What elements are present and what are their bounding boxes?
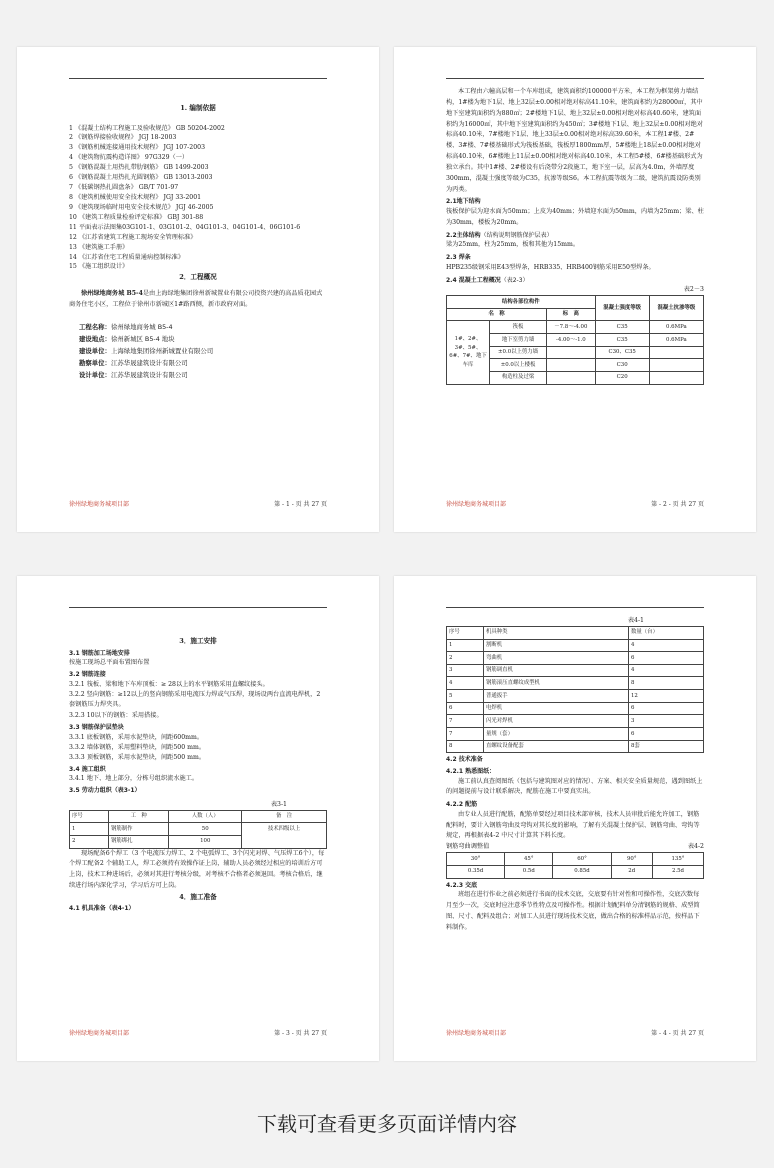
table-header: 备 注 — [242, 810, 327, 823]
table-cell: 1 — [70, 823, 109, 836]
body-text: 3.3.2 墙体钢筋，采用塑料垫块，间距500 mm。 — [69, 743, 206, 751]
table-header: 标 高 — [547, 308, 595, 321]
header-rule — [69, 607, 327, 608]
section-heading: 2．工程概况 — [179, 273, 217, 282]
section-heading: 2.2主体结构（结构说明钢筋保护层表） — [446, 231, 553, 239]
body-text: 3.3.1 底板钢筋，采用水泥垫块，间距600mm。 — [69, 733, 204, 741]
section-heading: 3.1 钢筋加工场地安排 — [69, 649, 130, 657]
table-row: 0.35d 0.5d 0.85d 2d 2.5d — [447, 865, 704, 878]
bend-table — [446, 852, 704, 878]
table-row — [447, 321, 704, 334]
table-header: 机具种类 — [484, 626, 629, 639]
body-text: HPB235级钢采用E43型焊条，HRB335、HRB400钢筋采用E50型焊条。 — [446, 263, 655, 271]
document-page-1 — [17, 47, 379, 532]
section-heading: 3.2 钢筋连接 — [69, 671, 106, 679]
table-cell: 地下室剪力墙 — [490, 334, 547, 347]
table-header: 名 称 — [447, 308, 547, 321]
table-cell: 2 — [70, 835, 109, 848]
table-cell: 0.6MPa — [649, 321, 703, 334]
section-heading: 4．施工准备 — [179, 892, 217, 901]
table-header: 工 种 — [109, 810, 169, 823]
info-row: 建设地点：徐州新城区 B5-4 地块 — [79, 334, 175, 343]
body-text: 施工前认真查阅图纸（包括与建筑图对应的情况）、方案、相关安全质量规范，遇到图纸上的问题提前与设计联系解决，配筋在施工中要真实出。 — [446, 777, 703, 796]
table-row: 8 直螺纹设备配套 8套 — [447, 740, 704, 753]
footer-project: 徐州绿地商务城项目部 — [69, 501, 130, 508]
body-text: 梁为25mm，柱为25mm，板和其他为15mm。 — [446, 241, 580, 249]
table-label: 表2－3 — [683, 286, 704, 294]
header-rule — [446, 78, 704, 79]
table-cell: 筏板 — [490, 321, 547, 334]
concrete-table — [446, 295, 704, 384]
table-cell: C35 — [595, 321, 649, 334]
page-number: 第 - 4 - 页 共 27 页 — [651, 1030, 704, 1037]
section-heading: 4.2 技术准备 — [446, 756, 483, 764]
project-info — [69, 321, 327, 382]
table-cell — [547, 371, 595, 384]
reference-item: 9 《建筑现场临时用电安全技术规范》 JGJ 46-2005 — [69, 203, 214, 211]
reference-item: 7 《低碳钢热扎圆盘条》 GB/T 701-97 — [69, 184, 179, 192]
header-rule — [446, 607, 704, 608]
table-cell: 50 — [169, 823, 242, 836]
document-page-3 — [17, 576, 379, 1061]
section-heading: 3.5 劳动力组织（表3-1） — [69, 787, 141, 795]
bend-table-title: 钢筋弯曲调整值 — [446, 843, 490, 851]
body-text: 3.4.1 地下、地上部分，分栋号组织流水施工。 — [69, 775, 199, 783]
section-heading: 4.2.3 交底 — [446, 881, 478, 889]
reference-item: 14 《江苏省住宅工程质量通病控制标准》 — [69, 253, 185, 261]
page-footer — [69, 499, 327, 508]
table-row: 7 量规（套） 6 — [447, 728, 704, 741]
body-text: 按施工现场总平面布置图布置 — [69, 659, 150, 667]
section-heading: 2.3 焊条 — [446, 254, 471, 262]
section-heading: 1. 编制依据 — [180, 104, 216, 112]
labor-table — [69, 810, 327, 849]
section-note: （表2-3） — [500, 276, 529, 284]
table-cell: 技术四级以上 — [242, 823, 327, 848]
body-text: 3.2.1 筏板、梁和地下车库顶板：≥ 28以上的水平钢筋采用直螺纹接头。 — [69, 680, 269, 688]
table-header-row — [447, 626, 704, 639]
page-4-content — [446, 616, 704, 934]
reference-item: 4 《建筑物抗震构造详图》 97G329（一） — [69, 154, 189, 162]
reference-item: 6 《钢筋混凝土用热扎光圆钢筋》 GB 13013-2003 — [69, 174, 213, 182]
download-caption: 下载可查看更多页面详情内容 — [257, 1112, 517, 1136]
table-cell — [649, 371, 703, 384]
reference-list — [69, 124, 327, 273]
page-number: 第 - 3 - 页 共 27 页 — [274, 1030, 327, 1037]
table-cell: 构造柱及过梁 — [490, 371, 547, 384]
info-row: 勘察单位：江苏华晟建筑设计有限公司 — [79, 359, 188, 368]
page-number: 第 - 1 - 页 共 27 页 — [274, 501, 327, 508]
section-heading: 2.4 混凝土工程概况（表2-3） — [446, 276, 529, 284]
body-text: 3.2.3 10以下的钢筋：采用搭接。 — [69, 712, 163, 720]
page-number: 第 - 2 - 页 共 27 页 — [651, 501, 704, 508]
info-row: 工程名称：徐州绿地商务城 B5-4 — [79, 322, 173, 331]
page-1-content — [69, 103, 327, 381]
table-header: 序号 — [447, 626, 484, 639]
table-cell: 1#、2#、3#、5#、6#、7#、地下车库 — [447, 321, 490, 384]
info-row: 建设单位：上海绿地集团徐州新城置业有限公司 — [79, 346, 214, 355]
equipment-table — [446, 626, 704, 753]
bend-table-caption — [446, 842, 704, 852]
body-text: 3.3.3 顶板钢筋，采用水泥垫块，间距500 mm。 — [69, 753, 206, 761]
table-cell: 钢筋制作 — [109, 823, 169, 836]
table-row: 30° 45° 60° 90° 135° — [447, 853, 704, 866]
table-cell: ±0.0以上剪力墙 — [490, 346, 547, 359]
body-text: 由专业人员进行配筋，配筋单要经过项目技术部审核，技术人员审批后能允许加工，钢筋配料时，要计入钢筋弯曲及弯钩对其长度的影响，了解有关混凝土保护层、钢筋弯曲、弯钩等规定，再根据表4-2 中尺寸计算其下料长度。 — [446, 810, 700, 840]
table-cell: 0.6MPa — [649, 334, 703, 347]
overview-paragraph: 本工程由六幢高层和一个车库组成，建筑面积约100000平方米，本工程为框架剪力墙结构，1#楼为地下1层、地上32层±0.00相对绝对标高41.10米，建筑面积约为28000㎡，其中地下室建筑面积约为880㎡；2#楼地下1层、地上32层±0.00相对绝对标高40.60米，建筑面积约为16000㎡，其中地下室建筑面积约为450㎡；3#楼地下1层、地上32层±0.00相对绝对标高40.10米，7#楼地下1层、地上33层±0.00相对绝对标高39.60米，本工程1#楼、2#楼、3#楼、7#楼基础形式为筏板基础，筏板厚1800mm厚，5#楼地上18层±0.00相对绝对标高40.10米，6#楼地上11层±0.00相对绝对标高40.10米，本工程5#楼、6#楼基础形式为独立承台。其中1#楼、2#楼设有后浇带分2段施工，地下室一层，层高为4.0m，外墙厚度300mm，混凝土强度等级为C35，抗渗等级S6。本工程抗震等级为二级，建筑抗震设防类别为丙类。 — [446, 88, 704, 193]
reference-item: 1 《混凝土结构工程施工及验收规范》 GB 50204-2002 — [69, 124, 225, 132]
table-cell: C20 — [595, 371, 649, 384]
table-header: 数量（台） — [629, 626, 704, 639]
table-row — [70, 823, 327, 836]
table-cell: -4.00～-1.0 — [547, 334, 595, 347]
reference-item: 13 《建筑施工手册》 — [69, 243, 129, 251]
section-heading: 4.2.2 配筋 — [446, 801, 478, 809]
section-heading: 3.4 施工组织 — [69, 765, 106, 773]
table-cell — [547, 359, 595, 372]
page-2-content — [446, 87, 704, 385]
page-footer — [446, 499, 704, 508]
table-header: 混凝土抗渗等级 — [649, 296, 703, 321]
table-cell: ±0.0以上楼板 — [490, 359, 547, 372]
header-rule — [69, 78, 327, 79]
page-footer — [446, 1028, 704, 1037]
table-row: 6 电焊机 6 — [447, 702, 704, 715]
page-3-content — [69, 636, 327, 914]
table-label: 表4-2 — [687, 843, 704, 851]
table-label: 表4-1 — [627, 617, 644, 624]
page-footer — [69, 1028, 327, 1037]
table-cell: C35 — [595, 334, 649, 347]
reference-item: 10 《建筑工程质量检验评定标准》 GBJ 301-88 — [69, 213, 204, 221]
table-cell: 钢筋绑扎 — [109, 835, 169, 848]
body-text: 班组在进行作业之前必须进行书面的技术交底，交底要有针对性和可操作性，交底次数每月至少一次，交底时应注意季节性特点及可操作性。根据计划配料单分清钢筋的规格、成型简图、尺寸、配料及组合；对加工人员进行现场技术交底，做出合格的标准样品示范，按样品下料制作。 — [446, 891, 700, 931]
table-row: 2 弯曲机 6 — [447, 652, 704, 665]
info-row: 设计单位：江苏华晟建筑设计有限公司 — [79, 371, 188, 380]
section-note: （结构说明钢筋保护层表） — [480, 231, 553, 239]
reference-item: 8 《建筑机械使用安全技术规程》 JGJ 33-2001 — [69, 194, 202, 201]
section-heading: 4.1 机具准备（表4-1） — [69, 905, 135, 913]
document-page-4 — [394, 576, 756, 1061]
table-cell: C30 — [595, 359, 649, 372]
project-intro — [69, 289, 327, 311]
reference-item: 5 《钢筋混凝土用热扎带肋钢筋》 GB 1499-2003 — [69, 164, 209, 172]
table-row: 7 闪光对焊机 3 — [447, 715, 704, 728]
section-heading: 3．施工安排 — [179, 637, 217, 645]
table-cell — [547, 346, 595, 359]
table-header: 结构各部位构件 — [447, 296, 596, 309]
table-row: 3 钢筋调直机 4 — [447, 664, 704, 677]
table-row: 1 割断机 4 — [447, 639, 704, 652]
footer-project: 徐州绿地商务城项目部 — [446, 501, 507, 508]
section-heading: 4.2.1 熟悉图纸： — [446, 767, 496, 775]
table-cell: －7.8～-4.00 — [547, 321, 595, 334]
footer-project: 徐州绿地商务城项目部 — [69, 1030, 130, 1037]
table-label: 表3-1 — [270, 800, 287, 808]
reference-item: 3 《钢筋机械连接通用技术规程》 JGJ 107-2003 — [69, 144, 206, 152]
table-row: 5 普通扳手 12 — [447, 690, 704, 703]
reference-item: 2 《钢筋焊接验收规程》 JGJ 18-2003 — [69, 134, 177, 142]
table-cell: 100 — [169, 835, 242, 848]
body-text: 现场配备6个焊工（3 个电流压力焊工、2 个电弧焊工、3个闪光对焊、气压焊工6个），每个焊工配备2 个辅助工人，焊工必须持有效操作证上岗，辅助人员必须经过相应的培训后方可上岗，技术工种进场后，必须对其进行考核分级，对考核不合格者必须退回。考核合格后，继续进行场内深化学习，学习后方可上岗。 — [69, 849, 325, 890]
project-intro-text: 是由上海绿地集团徐州新城置业有限公司投资兴建的高品质花园式商务住宅小区，工程位于徐州市新城区1#路西侧，新市政府对面。 — [69, 289, 323, 308]
reference-item: 15 《施工组织设计》 — [69, 263, 129, 271]
reference-item: 12 《江苏省建筑工程施工现场安全管理标准》 — [69, 233, 197, 241]
table-cell: C30、C35 — [595, 346, 649, 359]
table-header: 序号 — [70, 810, 109, 823]
footer-project: 徐州绿地商务城项目部 — [446, 1030, 507, 1037]
section-heading: 3.3 钢筋保护层垫块 — [69, 724, 124, 732]
table-cell — [649, 359, 703, 372]
table-row: 4 钢筋滚压直螺纹成型机 8 — [447, 677, 704, 690]
table-cell — [649, 346, 703, 359]
reference-item: 11 平面表示法图集03G101-1、03G101-2、04G101-3、04G101-4、06G101-6 — [69, 223, 301, 231]
table-header: 混凝土强度等级 — [595, 296, 649, 321]
body-text: 3.2.2 竖向钢筋：≥12以上的竖向钢筋采用电流压力焊或气压焊，现场设两台直流电焊机，2 套钢筋压力焊夹具。 — [69, 690, 321, 709]
section-heading: 2.1地下结构 — [446, 198, 481, 206]
project-name: 徐州绿地商务城 B5-4 — [81, 289, 143, 297]
table-header: 人数（人） — [169, 810, 242, 823]
body-text: 筏板保护层为迎水面为50mm；上皮为40mm；外墙迎水面为50mm，内墙为25mm；梁、柱为30mm，楼板为20mm。 — [446, 208, 704, 226]
document-page-2 — [394, 47, 756, 532]
table-header-row — [70, 810, 327, 823]
